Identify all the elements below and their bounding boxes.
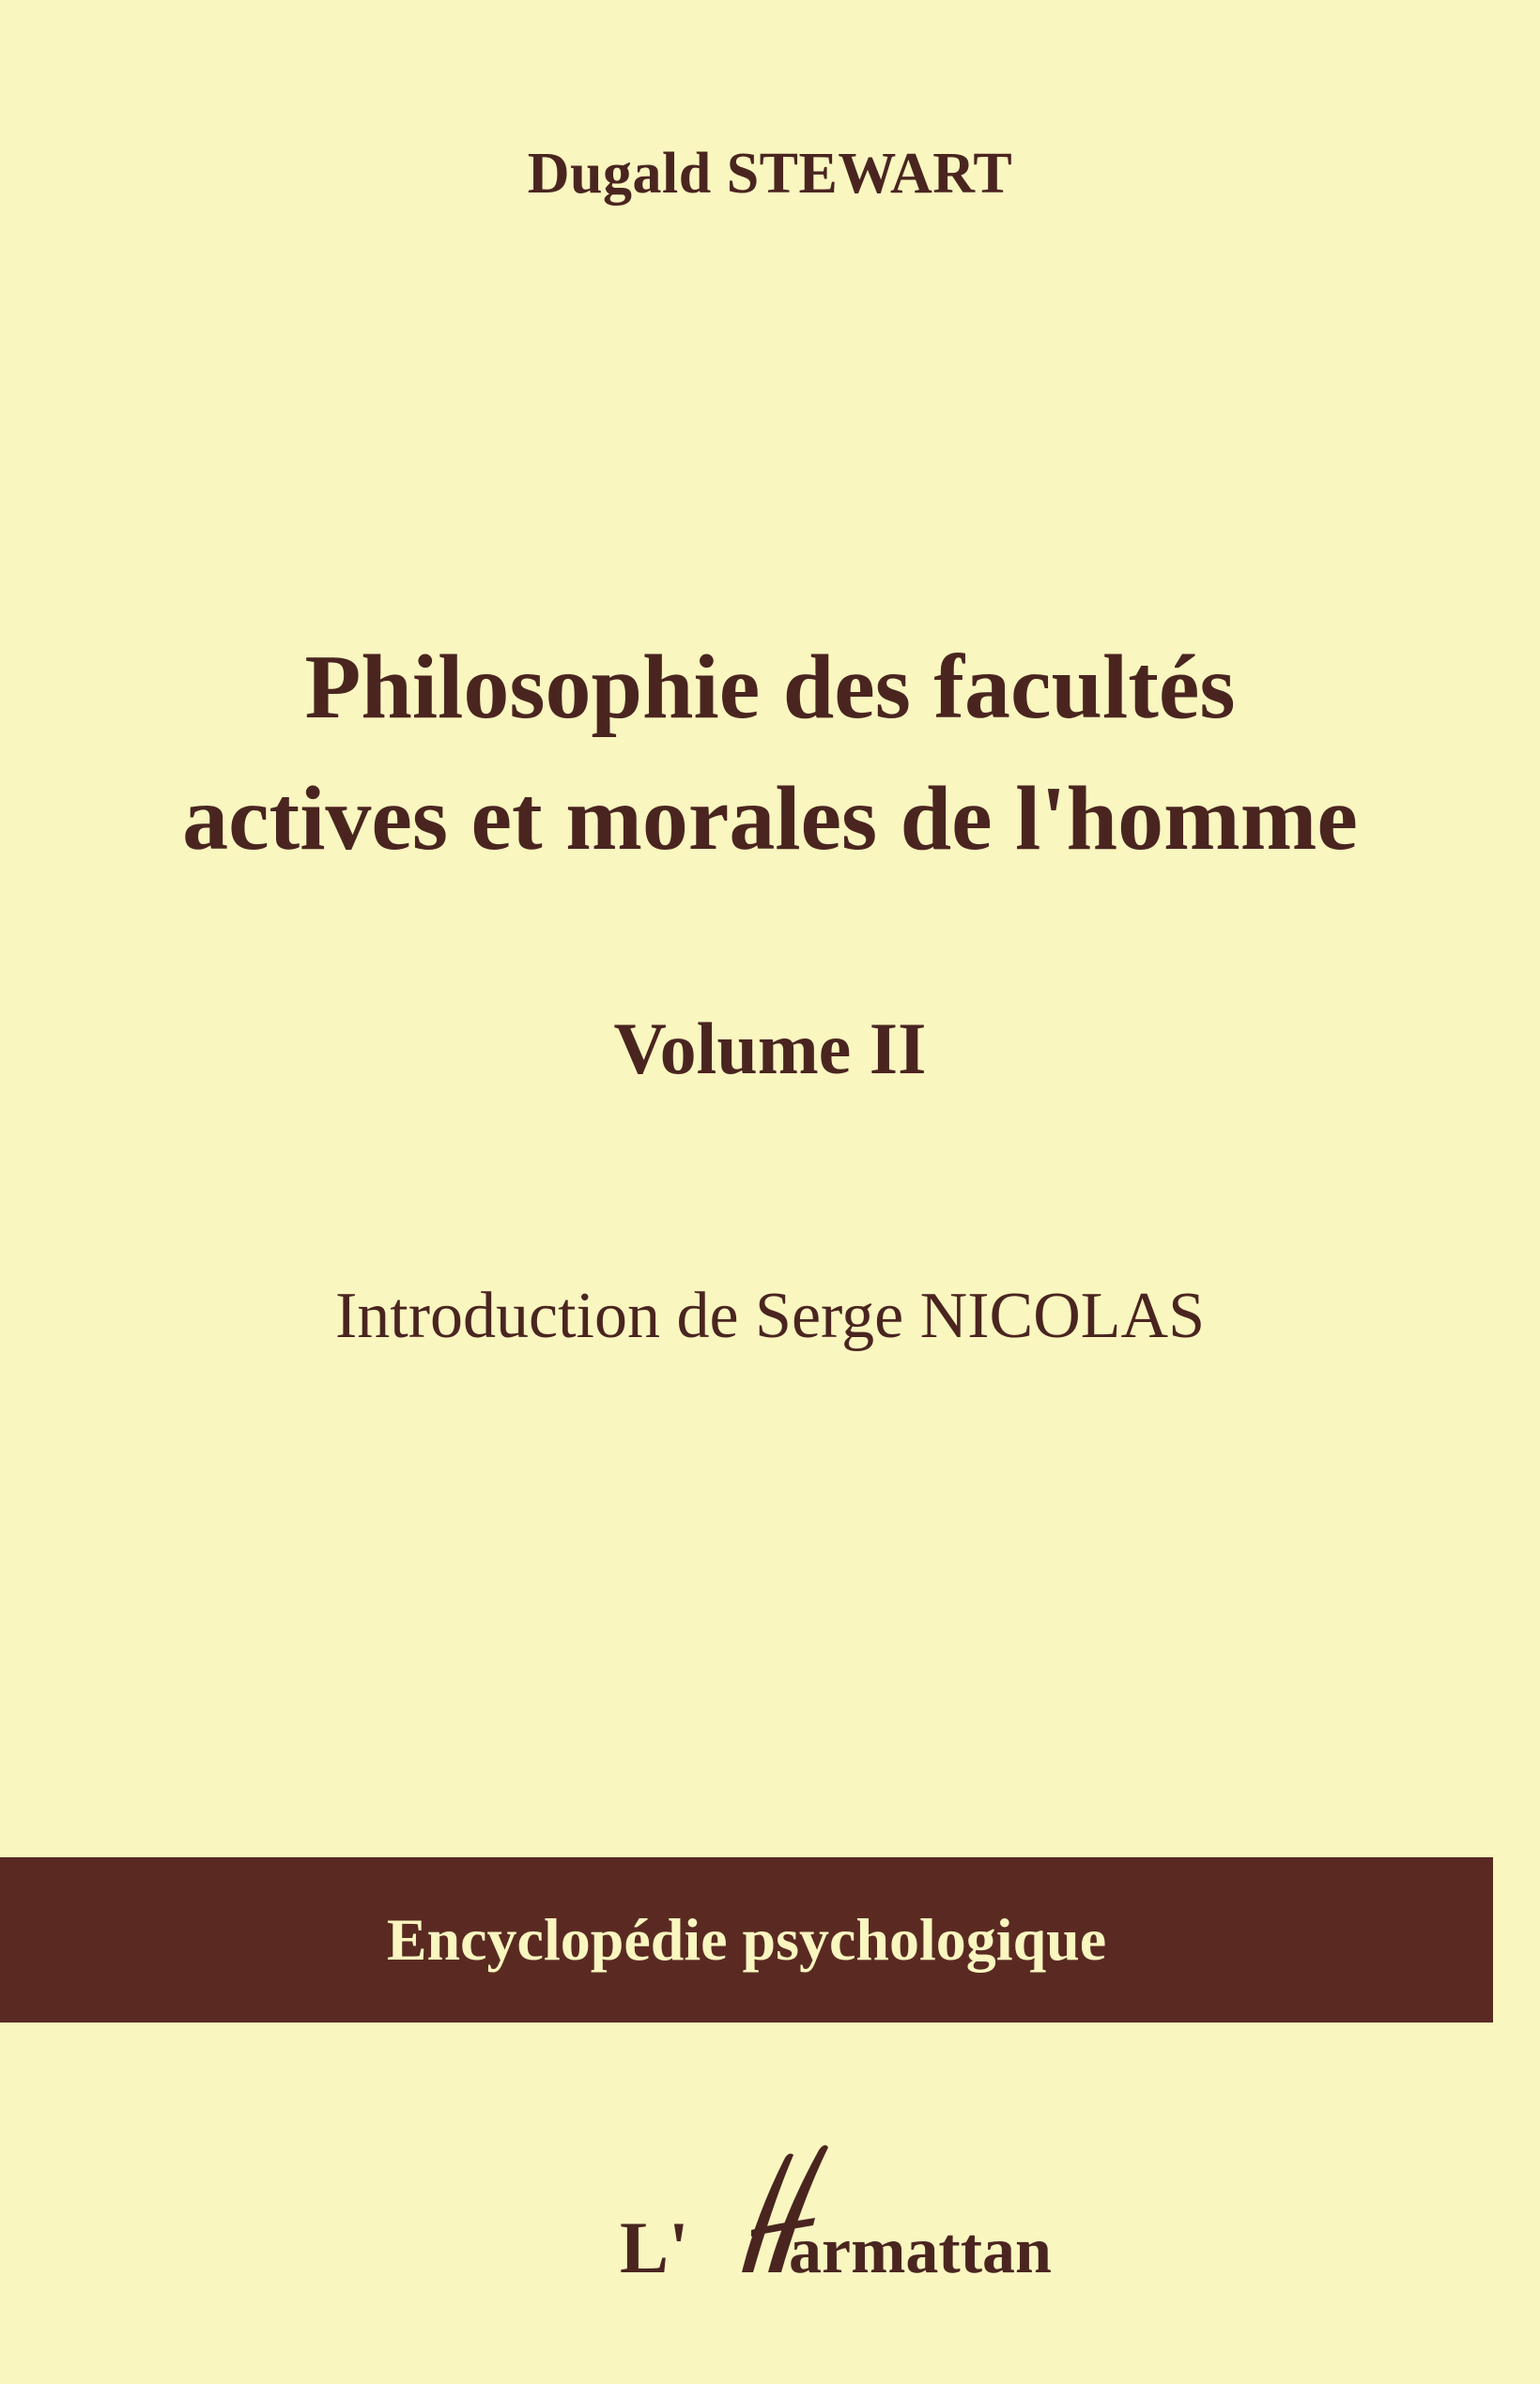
author-name: Dugald STEWART [527,142,1013,206]
series-title: Encyclopédie psychologique [386,1906,1107,1973]
introduction-credit: Introduction de Serge NICOLAS [334,1280,1206,1352]
publisher-L: L' [620,2207,689,2288]
title-line-2: actives et morales de l'homme [182,768,1358,869]
publisher-logo [601,2131,1052,2300]
volume-label: Volume II [613,1007,927,1089]
book-title [0,622,1540,884]
series-band [0,1857,1493,2023]
harmattan-logo-icon [601,2131,1052,2300]
title-line-1: Philosophie des facultés [304,637,1236,738]
publisher-armattan: armattan [789,2215,1052,2287]
